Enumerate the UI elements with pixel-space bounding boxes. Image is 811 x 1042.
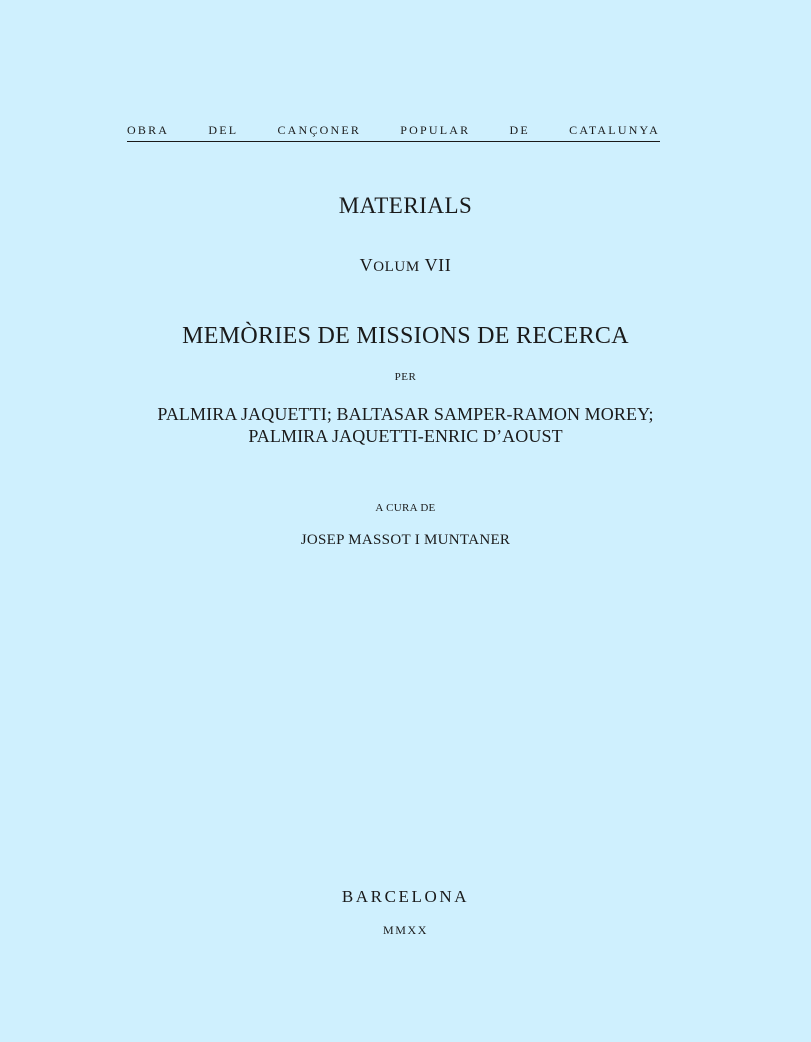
series-underline <box>127 141 660 142</box>
publication-year: MMXX <box>382 923 429 937</box>
series-word: DE <box>509 123 530 137</box>
volume-label <box>0 255 811 276</box>
authors-line: PALMIRA JAQUETTI; BALTASAR SAMPER-RAMON MOREY; <box>157 404 654 424</box>
editor-name: JOSEP MASSOT I MUNTANER <box>300 532 511 548</box>
volume-number: VII <box>419 255 452 275</box>
per-label: PER <box>394 371 417 383</box>
publication-place: BARCELONA <box>341 887 470 906</box>
series-word: CATALUNYA <box>569 123 660 137</box>
collection-title: MATERIALS <box>338 193 473 218</box>
book-title: MEMÒRIES DE MISSIONS DE RECERCA <box>182 323 629 349</box>
volume-initial: V <box>359 255 374 275</box>
editor-label: A CURA DE <box>375 502 436 514</box>
series-word: CANÇONER <box>277 123 362 137</box>
series-word: OBRA <box>127 123 170 137</box>
authors <box>0 403 811 447</box>
series-header <box>127 122 660 138</box>
series-word: DEL <box>208 123 239 137</box>
authors-line: PALMIRA JAQUETTI-ENRIC D’AOUST <box>248 426 563 446</box>
volume-word: OLUM <box>373 259 420 275</box>
series-word: POPULAR <box>400 123 471 137</box>
